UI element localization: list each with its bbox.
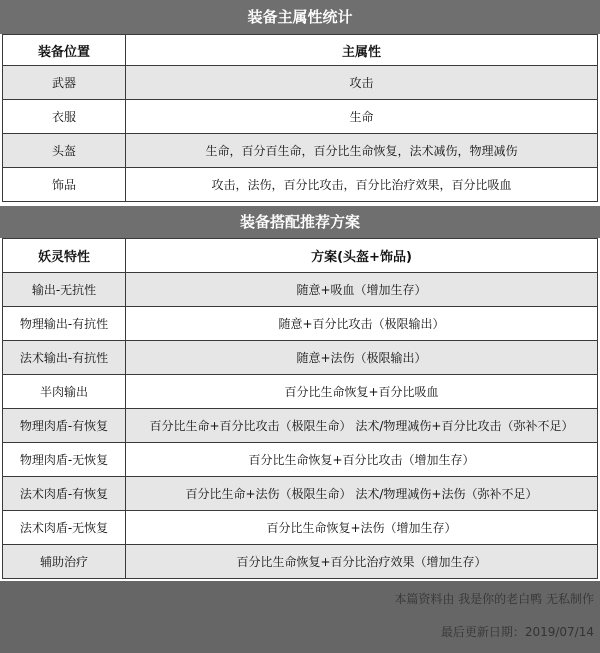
header-cell: 装备位置 [3,35,126,66]
trait-cell: 法术肉盾-无恢复 [3,511,126,545]
footer [0,581,600,653]
attribute-cell: 攻击，法伤，百分比攻击，百分比治疗效果，百分比吸血 [126,168,598,202]
attribute-cell: 生命，百分百生命，百分比生命恢复，法术减伤，物理减伤 [126,134,598,168]
plan-cell: 百分比生命+百分比攻击（极限生命） 法术/物理减伤+百分比攻击（弥补不足） [126,409,598,443]
table-row [3,443,598,477]
plan-cell: 百分比生命恢复+法伤（增加生存） [126,511,598,545]
table-row [3,66,598,100]
trait-cell: 物理肉盾-有恢复 [3,409,126,443]
attribute-cell: 攻击 [126,66,598,100]
trait-cell: 法术肉盾-有恢复 [3,477,126,511]
section-title-recommendations [0,206,600,238]
table-header-row [3,35,598,66]
table-row [3,511,598,545]
credit-text: 本篇资料由 我是你的老白鸭 无私制作 [394,592,594,606]
header-cell: 妖灵特性 [3,239,126,273]
plan-cell: 百分比生命恢复+百分比治疗效果（增加生存） [126,545,598,579]
trait-cell: 输出-无抗性 [3,273,126,307]
trait-cell: 辅助治疗 [3,545,126,579]
table-row [3,307,598,341]
slot-cell: 饰品 [3,168,126,202]
header-cell: 方案(头盔+饰品) [126,239,598,273]
table-row [3,341,598,375]
slot-cell: 衣服 [3,100,126,134]
table-header-row [3,239,598,273]
table-row [3,477,598,511]
header-cell: 主属性 [126,35,598,66]
attribute-cell: 生命 [126,100,598,134]
table-row [3,409,598,443]
table-row [3,273,598,307]
table-row [3,168,598,202]
trait-cell: 物理肉盾-无恢复 [3,443,126,477]
plan-cell: 百分比生命恢复+百分比吸血 [126,375,598,409]
plan-cell: 随意+法伤（极限输出） [126,341,598,375]
slot-cell: 头盔 [3,134,126,168]
recommendation-table [2,238,598,579]
table-row [3,375,598,409]
plan-cell: 随意+百分比攻击（极限输出） [126,307,598,341]
trait-cell: 半肉输出 [3,375,126,409]
plan-cell: 百分比生命恢复+百分比攻击（增加生存） [126,443,598,477]
trait-cell: 物理输出-有抗性 [3,307,126,341]
trait-cell: 法术输出-有抗性 [3,341,126,375]
table-row [3,134,598,168]
table-row [3,100,598,134]
update-date-text: 最后更新日期：2019/07/14 [440,625,594,639]
slot-cell: 武器 [3,66,126,100]
plan-cell: 百分比生命+法伤（极限生命） 法术/物理减伤+法伤（弥补不足） [126,477,598,511]
section-title-text: 装备搭配推荐方案 [239,213,360,231]
section-title-text: 装备主属性统计 [247,8,353,26]
main-attribute-table [2,34,598,202]
plan-cell: 随意+吸血（增加生存） [126,273,598,307]
section-title-main-attributes [0,0,600,34]
table-row [3,545,598,579]
